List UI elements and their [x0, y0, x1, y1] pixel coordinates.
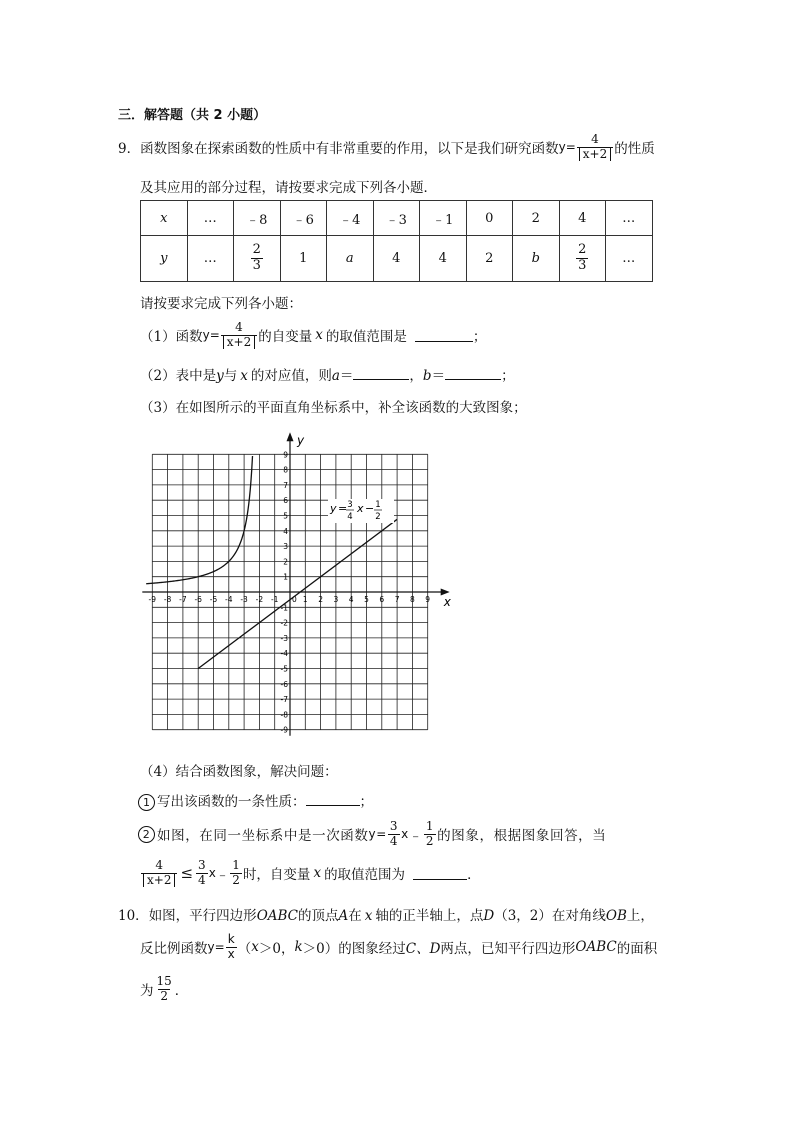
x-tick-label: 2 — [318, 595, 323, 604]
q9-line1 — [118, 132, 655, 162]
hyperbola-curve — [146, 456, 252, 584]
q9-part1: （1）函数 y= $\frac{4}{x+2}$ 的自变量 x 的取值范围是 ； — [140, 319, 487, 349]
y-tick-label: -5 — [280, 664, 288, 674]
x-tick-label: -4 — [225, 595, 233, 604]
table-cell: ﹣6 — [280, 201, 327, 236]
x-tick-label: -8 — [163, 595, 172, 604]
q10-line3: 为 $\frac{15}{2}$ ． — [140, 973, 189, 1003]
answer-blank-property[interactable] — [306, 792, 360, 806]
x-tick-label: 5 — [364, 595, 369, 604]
table-cell-frac: $\frac{2}{3}$ — [559, 236, 606, 282]
x-tick-label: -1 — [270, 595, 279, 604]
x-tick-label: 1 — [302, 595, 308, 604]
q9-part4-3: $\frac{4}{x+2}$ ≤ $\frac{3}{4}$ x ﹣ $\frac{1}{2}$ 时，自变量 x 的取值范围为 ． — [140, 856, 481, 890]
coordinate-graph — [140, 425, 470, 745]
x-tick-label: -2 — [255, 595, 264, 604]
answer-blank-range[interactable] — [413, 866, 467, 880]
table-cell: 1 — [280, 236, 327, 282]
x-tick-label: 4 — [348, 595, 354, 604]
line-label-part: 4 — [347, 512, 353, 522]
q9-part4-1: 1 写出该函数的一条性质： ； — [138, 790, 373, 811]
table-cell: … — [187, 236, 234, 282]
answer-blank-b[interactable] — [445, 366, 501, 380]
x-tick-label: 7 — [394, 595, 400, 604]
x-tick-label: -6 — [194, 595, 202, 604]
table-cell: 2 — [466, 236, 513, 282]
x-tick-label: -5 — [209, 595, 218, 604]
circle-number-icon: 1 — [138, 794, 155, 811]
origin-label: 0 — [292, 595, 297, 604]
answer-blank-1[interactable] — [415, 328, 473, 342]
table-cell: 4 — [559, 201, 606, 236]
x-tick-label: -9 — [148, 595, 157, 604]
table-cell: 2 — [513, 201, 560, 236]
section-title: 三．解答题（共 2 小题） — [118, 108, 267, 123]
q9-part2: （2）表中是y与 x 的对应值，则a＝ ，b＝ ； — [140, 368, 515, 384]
q10-line1: 10．如图，平行四边形OABC的顶点A在 x 轴的正半轴上，点D（3，2）在对角线OB上， — [118, 908, 654, 924]
x-tick-label: -3 — [240, 595, 248, 604]
q9-part4-2: 2 如图，在同一坐标系中是一次函数 y= $\frac{3}{4}$ x ﹣ $\frac{1}{2}$ 的图象，根据图象回答，当 — [138, 818, 606, 850]
line-label — [328, 499, 394, 523]
y-tick-label: -6 — [280, 679, 288, 689]
q9-intro1-end: 的性质 — [614, 141, 655, 157]
y-tick-label: 2 — [283, 557, 288, 567]
table-row-y — [141, 236, 653, 282]
x-tick-label: 8 — [410, 595, 415, 604]
y-tick-label: 8 — [283, 465, 288, 475]
line-label-part: − — [365, 502, 375, 515]
table-cell: a — [327, 236, 374, 282]
line-label-part: 3 — [347, 500, 353, 510]
y-tick-label: -7 — [280, 695, 288, 705]
y-tick-label: -9 — [280, 725, 288, 735]
curves — [146, 456, 397, 669]
q9-number: 9． — [118, 141, 141, 157]
table-cell: b — [513, 236, 560, 282]
func-fraction: $\frac{4}{x+2}$ — [577, 133, 613, 162]
table-cell: x — [141, 201, 188, 236]
table-cell: y — [141, 236, 188, 282]
table-cell: ﹣4 — [327, 201, 374, 236]
table-cell: ﹣3 — [373, 201, 420, 236]
func-y: y= — [558, 140, 576, 154]
y-tick-label: 7 — [283, 480, 288, 490]
x-axis-label: x — [443, 595, 451, 609]
x-tick-label: 3 — [333, 595, 339, 604]
y-tick-label: -2 — [280, 618, 288, 628]
y-tick-label: 5 — [283, 511, 288, 521]
table-cell: 0 — [466, 201, 513, 236]
table-cell: … — [606, 236, 653, 282]
table-cell: ﹣1 — [420, 201, 467, 236]
y-tick-label: 6 — [283, 496, 288, 506]
q9-part3: （3）在如图所示的平面直角坐标系中，补全该函数的大致图象； — [140, 400, 527, 416]
table-cell: 4 — [420, 236, 467, 282]
y-tick-label: 9 — [283, 450, 288, 460]
linear-function-line — [198, 519, 397, 668]
table-cell: … — [606, 201, 653, 236]
y-tick-label: -1 — [280, 603, 288, 613]
line-label-part: 2 — [375, 512, 381, 522]
value-table — [140, 200, 653, 282]
y-tick-label: 3 — [283, 542, 288, 552]
line-label-part: = — [338, 502, 348, 515]
q9-line2: 及其应用的部分过程，请按要求完成下列各小题． — [140, 180, 437, 196]
x-tick-label: 6 — [379, 595, 385, 604]
q9-part4: （4）结合函数图象，解决问题： — [140, 764, 338, 780]
table-cell-frac: $\frac{2}{3}$ — [234, 236, 281, 282]
circle-number-icon: 2 — [138, 826, 155, 843]
line-label-part: x — [357, 502, 364, 515]
y-tick-label: -3 — [280, 633, 288, 643]
table-cell: … — [187, 201, 234, 236]
x-tick-label: 9 — [425, 595, 431, 604]
y-tick-label: 4 — [283, 526, 288, 536]
y-tick-label: -4 — [280, 649, 288, 659]
y-tick-label: -8 — [280, 710, 288, 720]
table-cell: ﹣8 — [234, 201, 281, 236]
q10-line2: 反比例函数 y= $\frac{k}{x}$ （ x ＞0， k ＞0）的图象经过 C、D 两点，已知平行四边形 OABC 的面积 — [140, 931, 658, 961]
y-axis-label: y — [297, 433, 305, 448]
y-axis-arrow-icon — [287, 432, 294, 441]
x-tick-label: -7 — [179, 595, 187, 604]
line-label-part: y — [330, 502, 337, 515]
table-cell: 4 — [373, 236, 420, 282]
line-label-part: 1 — [375, 500, 381, 510]
q9-instruction: 请按要求完成下列各小题： — [140, 296, 302, 312]
answer-blank-a[interactable] — [353, 366, 409, 380]
table-row-x — [141, 201, 653, 236]
q9-intro1: 函数图象在探索函数的性质中有非常重要的作用，以下是我们研究函数 — [140, 141, 559, 157]
axes — [142, 432, 451, 735]
y-tick-label: 1 — [283, 572, 288, 582]
